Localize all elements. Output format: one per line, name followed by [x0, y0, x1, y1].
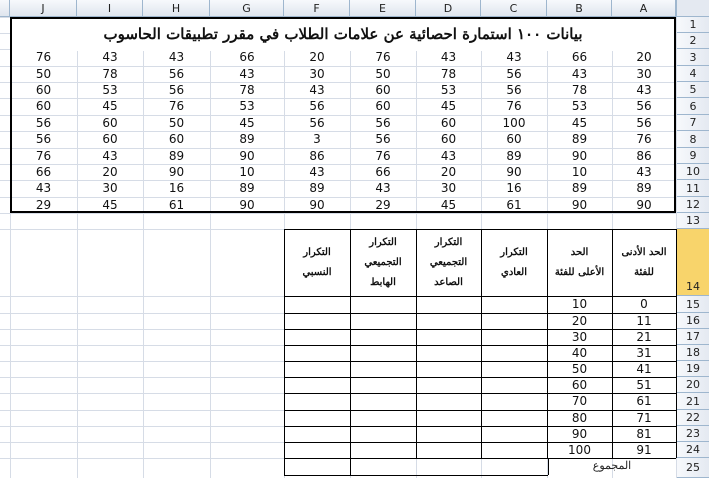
- row-header-23[interactable]: 23: [676, 426, 709, 442]
- data-cell[interactable]: 16: [168, 181, 185, 195]
- gridline: [0, 213, 676, 214]
- data-cell[interactable]: 10: [239, 165, 255, 179]
- column-header-a[interactable]: A: [612, 0, 676, 17]
- data-cell[interactable]: 60: [35, 99, 52, 113]
- table-rule: [284, 345, 676, 346]
- row-header-6[interactable]: 6: [676, 98, 709, 115]
- table-rule: [350, 458, 351, 475]
- data-cell[interactable]: 45: [440, 198, 457, 212]
- lower-limit-cell[interactable]: 71: [636, 411, 652, 425]
- data-cell[interactable]: 30: [309, 67, 325, 81]
- column-header-b[interactable]: B: [547, 0, 612, 17]
- data-cell[interactable]: 89: [309, 181, 325, 195]
- data-cell[interactable]: 53: [440, 83, 457, 97]
- data-cell[interactable]: 90: [309, 198, 325, 212]
- data-cell[interactable]: 3: [313, 132, 321, 146]
- row-header-14[interactable]: 14: [676, 229, 709, 296]
- data-cell[interactable]: 56: [309, 116, 325, 130]
- table-rule: [350, 229, 351, 458]
- data-cell[interactable]: 20: [102, 165, 118, 179]
- data-cell[interactable]: 60: [440, 132, 457, 146]
- cum-asc-header: التكرار التجميعي الصاعد: [429, 236, 468, 288]
- table-rule: [284, 296, 676, 297]
- data-cell[interactable]: 53: [571, 99, 588, 113]
- upper-limit-cell[interactable]: 20: [571, 314, 588, 328]
- data-cell[interactable]: 78: [440, 67, 457, 81]
- row-header-16[interactable]: 16: [676, 313, 709, 329]
- row-header-18[interactable]: 18: [676, 345, 709, 361]
- column-header-h[interactable]: H: [143, 0, 210, 17]
- row-header-13[interactable]: 13: [676, 213, 709, 229]
- table-rule: [284, 475, 548, 476]
- sheet-title: بيانات ١٠٠ استمارة احصائية عن علامات الطلاب في مقرر تطبيقات الحاسوب: [10, 17, 676, 51]
- data-cell[interactable]: 100: [502, 116, 526, 130]
- data-cell[interactable]: 50: [168, 116, 185, 130]
- lower-limit-header: الحد الأدنى للفئة: [621, 246, 667, 278]
- row-header-12[interactable]: 12: [676, 197, 709, 213]
- data-cell[interactable]: 30: [102, 181, 118, 195]
- column-header-f[interactable]: F: [284, 0, 350, 17]
- data-cell[interactable]: 89: [506, 149, 522, 163]
- row-header-2[interactable]: 2: [676, 33, 709, 49]
- column-header-c[interactable]: C: [481, 0, 547, 17]
- data-cell[interactable]: 78: [102, 67, 118, 81]
- data-cell[interactable]: 56: [168, 83, 185, 97]
- data-cell[interactable]: 10: [571, 165, 588, 179]
- upper-limit-cell[interactable]: 70: [571, 394, 588, 408]
- data-cell[interactable]: 43: [506, 50, 522, 64]
- column-header-g[interactable]: G: [210, 0, 284, 17]
- data-cell[interactable]: 16: [506, 181, 522, 195]
- data-cell[interactable]: 56: [35, 132, 52, 146]
- data-cell[interactable]: 56: [636, 116, 652, 130]
- data-cell[interactable]: 56: [375, 132, 391, 146]
- data-cell[interactable]: 56: [168, 67, 185, 81]
- row-header-24[interactable]: 24: [676, 442, 709, 458]
- table-rule: [284, 229, 285, 458]
- lower-limit-cell[interactable]: 21: [636, 330, 652, 344]
- row-header-22[interactable]: 22: [676, 410, 709, 426]
- row-header-25[interactable]: 25: [676, 458, 709, 478]
- data-cell[interactable]: 45: [102, 99, 118, 113]
- lower-limit-cell[interactable]: 31: [636, 346, 652, 360]
- data-cell[interactable]: 53: [239, 99, 255, 113]
- row-header-5[interactable]: 5: [676, 82, 709, 98]
- table-rule: [284, 410, 676, 411]
- table-rule: [284, 426, 676, 427]
- upper-limit-cell[interactable]: 10: [571, 297, 588, 311]
- data-cell[interactable]: 43: [309, 165, 325, 179]
- upper-limit-cell[interactable]: 40: [571, 346, 588, 360]
- data-cell[interactable]: 76: [636, 132, 652, 146]
- data-cell[interactable]: 20: [309, 50, 325, 64]
- upper-limit-cell[interactable]: 60: [571, 378, 588, 392]
- data-cell[interactable]: 60: [102, 132, 118, 146]
- row-header-11[interactable]: 11: [676, 180, 709, 197]
- data-cell[interactable]: 89: [168, 149, 185, 163]
- data-cell[interactable]: 56: [309, 99, 325, 113]
- table-rule: [284, 393, 676, 394]
- upper-limit-cell[interactable]: 80: [571, 411, 588, 425]
- cum-desc-header: التكرار التجميعي الهابط: [364, 236, 402, 288]
- select-all-corner[interactable]: [676, 0, 709, 17]
- data-cell[interactable]: 43: [239, 67, 255, 81]
- data-cell[interactable]: 60: [506, 132, 522, 146]
- relative-freq-header: التكرار النسبي: [302, 246, 332, 278]
- row-header-1[interactable]: 1: [676, 17, 709, 33]
- upper-limit-cell[interactable]: 100: [568, 443, 591, 457]
- data-cell[interactable]: 43: [375, 181, 391, 195]
- data-cell[interactable]: 66: [375, 165, 391, 179]
- row-header-9[interactable]: 9: [676, 148, 709, 164]
- table-rule: [284, 442, 676, 443]
- data-cell[interactable]: 76: [375, 149, 391, 163]
- data-cell[interactable]: 29: [35, 198, 52, 212]
- column-header-e[interactable]: E: [350, 0, 416, 17]
- table-rule: [481, 229, 482, 458]
- data-cell[interactable]: 90: [571, 149, 588, 163]
- data-cell[interactable]: 90: [506, 165, 522, 179]
- row-header-21[interactable]: 21: [676, 393, 709, 410]
- upper-limit-cell[interactable]: 90: [571, 427, 588, 441]
- data-cell[interactable]: 86: [309, 149, 325, 163]
- data-cell[interactable]: 30: [440, 181, 457, 195]
- data-cell[interactable]: 56: [375, 116, 391, 130]
- table-rule: [676, 229, 677, 458]
- table-rule: [612, 229, 613, 458]
- data-cell[interactable]: 43: [102, 50, 118, 64]
- data-cell[interactable]: 89: [571, 132, 588, 146]
- data-cell[interactable]: 76: [35, 149, 52, 163]
- table-rule: [284, 377, 676, 378]
- data-cell[interactable]: 78: [239, 83, 255, 97]
- upper-limit-cell[interactable]: 50: [571, 362, 588, 376]
- row-header-19[interactable]: 19: [676, 361, 709, 377]
- data-cell[interactable]: 43: [636, 83, 652, 97]
- column-header-partial[interactable]: [0, 0, 10, 17]
- row-header-20[interactable]: 20: [676, 377, 709, 393]
- data-cell[interactable]: 20: [636, 50, 652, 64]
- row-header-3[interactable]: 3: [676, 49, 709, 66]
- data-cell[interactable]: 66: [35, 165, 52, 179]
- data-cell[interactable]: 56: [35, 116, 52, 130]
- data-cell[interactable]: 56: [506, 67, 522, 81]
- total-label: المجموع: [592, 459, 632, 472]
- lower-limit-cell[interactable]: 0: [640, 297, 648, 311]
- data-cell[interactable]: 90: [239, 149, 255, 163]
- data-cell[interactable]: 90: [636, 198, 652, 212]
- upper-limit-header: الحد الأعلى للفئة: [554, 246, 605, 278]
- data-cell[interactable]: 56: [636, 99, 652, 113]
- table-rule: [284, 458, 285, 475]
- data-cell[interactable]: 43: [102, 149, 118, 163]
- data-cell[interactable]: 56: [506, 83, 522, 97]
- data-cell[interactable]: 60: [35, 83, 52, 97]
- data-cell[interactable]: 45: [102, 198, 118, 212]
- data-cell[interactable]: 89: [571, 181, 588, 195]
- lower-limit-cell[interactable]: 91: [636, 443, 652, 457]
- table-rule: [547, 229, 548, 458]
- upper-limit-cell[interactable]: 30: [571, 330, 588, 344]
- data-cell[interactable]: 90: [168, 165, 185, 179]
- data-cell[interactable]: 43: [168, 50, 185, 64]
- data-cell[interactable]: 20: [440, 165, 457, 179]
- row-header-17[interactable]: 17: [676, 329, 709, 345]
- data-cell[interactable]: 30: [636, 67, 652, 81]
- row-header-4[interactable]: 4: [676, 66, 709, 82]
- data-cell[interactable]: 76: [375, 50, 391, 64]
- data-cell[interactable]: 29: [375, 198, 391, 212]
- data-cell[interactable]: 60: [375, 83, 391, 97]
- table-rule: [284, 329, 676, 330]
- data-cell[interactable]: 43: [636, 165, 652, 179]
- lower-limit-cell[interactable]: 11: [636, 314, 652, 328]
- data-cell[interactable]: 61: [168, 198, 185, 212]
- data-cell[interactable]: 90: [571, 198, 588, 212]
- data-cell[interactable]: 43: [309, 83, 325, 97]
- lower-limit-cell[interactable]: 81: [636, 427, 652, 441]
- data-cell[interactable]: 60: [375, 99, 391, 113]
- row-header-8[interactable]: 8: [676, 131, 709, 148]
- data-cell[interactable]: 53: [102, 83, 118, 97]
- column-header-d[interactable]: D: [416, 0, 481, 17]
- table-rule: [416, 229, 417, 458]
- data-cell[interactable]: 45: [239, 116, 255, 130]
- data-cell[interactable]: 45: [571, 116, 588, 130]
- table-rule: [284, 361, 676, 362]
- data-cell[interactable]: 90: [239, 198, 255, 212]
- data-cell[interactable]: 45: [440, 99, 457, 113]
- row-header-15[interactable]: 15: [676, 296, 709, 313]
- freq-header: التكرار العادي: [500, 246, 528, 278]
- data-cell[interactable]: 89: [239, 132, 255, 146]
- data-cell[interactable]: 78: [571, 83, 588, 97]
- data-cell[interactable]: 76: [506, 99, 522, 113]
- data-cell[interactable]: 76: [35, 50, 52, 64]
- data-cell[interactable]: 76: [168, 99, 185, 113]
- lower-limit-cell[interactable]: 61: [636, 394, 652, 408]
- data-cell[interactable]: 43: [440, 149, 457, 163]
- data-cell[interactable]: 43: [35, 181, 52, 195]
- lower-limit-cell[interactable]: 51: [636, 378, 652, 392]
- row-header-7[interactable]: 7: [676, 115, 709, 131]
- data-cell[interactable]: 89: [636, 181, 652, 195]
- data-cell[interactable]: 66: [239, 50, 255, 64]
- data-cell[interactable]: 86: [636, 149, 652, 163]
- lower-limit-cell[interactable]: 41: [636, 362, 652, 376]
- data-cell[interactable]: 43: [440, 50, 457, 64]
- data-cell[interactable]: 61: [506, 198, 522, 212]
- data-cell[interactable]: 60: [440, 116, 457, 130]
- column-header-i[interactable]: I: [77, 0, 143, 17]
- data-cell[interactable]: 60: [102, 116, 118, 130]
- data-cell[interactable]: 66: [571, 50, 588, 64]
- data-cell[interactable]: 60: [168, 132, 185, 146]
- table-rule: [284, 229, 676, 230]
- table-rule: [284, 313, 676, 314]
- row-header-10[interactable]: 10: [676, 164, 709, 180]
- data-cell[interactable]: 50: [35, 67, 52, 81]
- data-cell[interactable]: 43: [571, 67, 588, 81]
- data-cell[interactable]: 50: [375, 67, 391, 81]
- data-cell[interactable]: 89: [239, 181, 255, 195]
- column-header-j[interactable]: J: [10, 0, 77, 17]
